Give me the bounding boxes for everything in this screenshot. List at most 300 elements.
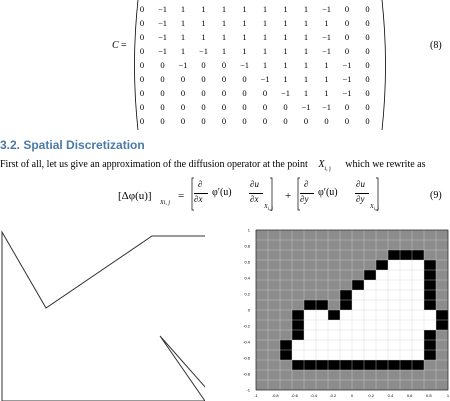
grid-cell-boundary [376, 260, 388, 270]
grid-cell-inside [388, 350, 400, 360]
matrix-cell: 1 [324, 60, 329, 70]
grid-cell-outside [340, 270, 352, 280]
grid-cell-outside [292, 280, 304, 290]
grid-cell-inside [352, 330, 364, 340]
grid-cell-inside [364, 320, 376, 330]
matrix-cell: 1 [303, 74, 309, 84]
matrix-cell: 1 [303, 46, 309, 56]
grid-cell-outside [268, 290, 280, 300]
grid-cell-boundary [328, 360, 340, 370]
eq-number: (9) [430, 190, 442, 201]
grid-cell-outside [268, 240, 280, 250]
grid-cell-inside [376, 320, 388, 330]
grid-cell-inside [304, 320, 316, 330]
grid-cell-inside [412, 280, 424, 290]
matrix-cell: −1 [280, 88, 291, 98]
matrix-cell: −1 [321, 46, 332, 56]
grid-cell-outside [340, 260, 352, 270]
grid-cell-outside [412, 380, 424, 390]
matrix-cell: 0 [242, 74, 247, 84]
matrix-cell: 1 [180, 32, 186, 42]
matrix-cell: 1 [201, 32, 206, 42]
grid-cell-outside [436, 350, 448, 360]
grid-cell-inside [400, 260, 412, 270]
grid-cell-boundary [340, 290, 352, 300]
grid-cell-outside [292, 300, 304, 310]
matrix-cell: 0 [201, 116, 206, 126]
grid-cell-outside [364, 380, 376, 390]
matrix-row [130, 31, 450, 43]
grid-cell-outside [292, 370, 304, 380]
grid-cell-inside [328, 330, 340, 340]
y-tick-label: -0.8 [243, 371, 250, 377]
grid-cell-outside [280, 370, 292, 380]
matrix-cell: 0 [283, 102, 288, 112]
grid-cell-outside [292, 230, 304, 240]
matrix-cell: −1 [178, 60, 188, 70]
matrix-cell: 0 [139, 102, 145, 112]
matrix-cell: 1 [283, 46, 288, 56]
grid-cell-outside [316, 280, 328, 290]
matrix-block [0, 0, 450, 135]
grid-cell-outside [256, 290, 268, 300]
grid-cell-outside [280, 290, 292, 300]
eq-dy-num: ∂ [304, 179, 309, 189]
grid-cell-inside [316, 340, 328, 350]
grid-cell-outside [256, 350, 268, 360]
grid-cell-outside [352, 260, 364, 270]
grid-cell-outside [256, 230, 268, 240]
grid-cell-outside [268, 380, 280, 390]
matrix-cell: 1 [262, 4, 268, 14]
grid-cell-inside [400, 330, 412, 340]
matrix-cell: 1 [221, 46, 227, 56]
matrix-cell: 0 [262, 88, 268, 98]
grid-cell-boundary [316, 360, 328, 370]
grid-cell-boundary [280, 340, 292, 350]
grid-cell-boundary [424, 300, 436, 310]
eq-dy-den: ∂y [300, 194, 309, 204]
grid-cell-outside [304, 280, 316, 290]
matrix-cell: 0 [139, 88, 145, 98]
matrix-cell: 0 [221, 88, 227, 98]
y-tick-label: -0.4 [243, 339, 250, 345]
grid-cell-outside [268, 260, 280, 270]
matrix-cell: −1 [198, 46, 209, 56]
grid-cell-inside [304, 330, 316, 340]
matrix-cell: 0 [160, 102, 165, 112]
matrix-cell: 0 [262, 116, 268, 126]
grid-cell-outside [352, 370, 364, 380]
matrix-row [130, 45, 450, 57]
grid-cell-outside [328, 260, 340, 270]
grid-cell-inside [400, 290, 412, 300]
grid-cell-outside [352, 380, 364, 390]
matrix-equation-number: (8) [430, 40, 442, 51]
matrix-cell: 1 [283, 60, 288, 70]
matrix-cell: 1 [262, 32, 268, 42]
grid-cell-outside [328, 300, 340, 310]
intro-sentence [0, 159, 426, 172]
grid-cell-inside [412, 310, 424, 320]
grid-cell-boundary [424, 340, 436, 350]
matrix-cell: −1 [239, 60, 250, 70]
grid-cell-outside [268, 310, 280, 320]
grid-cell-outside [256, 320, 268, 330]
grid-cell-outside [388, 240, 400, 250]
grid-cell-outside [256, 340, 268, 350]
grid-cell-boundary [424, 350, 436, 360]
eq-duy-num: ∂u [356, 179, 365, 189]
grid-cell-outside [412, 370, 424, 380]
grid-cell-inside [364, 290, 376, 300]
grid-cell-inside [412, 270, 424, 280]
eq-term-x-subscript: $X_{i, j}$ [264, 204, 273, 213]
eq-equals: = [178, 190, 185, 202]
matrix-equals: = [121, 40, 127, 51]
grid-cell-inside [304, 350, 316, 360]
y-tick-label: 0.8 [244, 243, 250, 249]
matrix-cell: −1 [157, 4, 168, 14]
grid-cell-outside [352, 250, 364, 260]
grid-cell-outside [256, 380, 268, 390]
grid-cell-boundary [424, 260, 436, 270]
eq-phi-prime-y: φ′(u) [318, 187, 338, 198]
grid-cell-outside [256, 310, 268, 320]
y-tick-label: -0.6 [243, 355, 250, 361]
grid-cell-outside [352, 240, 364, 250]
matrix-cell: 0 [365, 46, 370, 56]
matrix-cell: 1 [242, 4, 247, 14]
matrix-cell: 0 [139, 32, 145, 42]
grid-cell-outside [268, 340, 280, 350]
grid-cell-boundary [424, 330, 436, 340]
x-tick-label: -1 [254, 393, 258, 398]
grid-cell-boundary [424, 280, 436, 290]
grid-cell-boundary [424, 270, 436, 280]
grid-cell-outside [304, 370, 316, 380]
eq-phi-prime-x: φ′(u) [212, 187, 232, 198]
grid-cell-inside [400, 300, 412, 310]
grid-cell-boundary [400, 250, 412, 260]
grid-cell-boundary [340, 300, 352, 310]
matrix-cell: −1 [157, 32, 168, 42]
grid-cell-inside [352, 300, 364, 310]
x-tick-label: -0.2 [329, 393, 337, 398]
grid-cell-inside [388, 340, 400, 350]
grid-cell-outside [436, 290, 448, 300]
grid-cell-outside [268, 230, 280, 240]
grid-cell-outside [256, 260, 268, 270]
grid-cell-inside [364, 280, 376, 290]
matrix-row [130, 73, 450, 85]
grid-cell-outside [436, 270, 448, 280]
grid-cell-outside [304, 260, 316, 270]
grid-cell-inside [316, 330, 328, 340]
grid-cell-inside [340, 330, 352, 340]
intro-variable: X [318, 159, 325, 170]
grid-cell-inside [412, 260, 424, 270]
grid-cell-outside [316, 290, 328, 300]
grid-cell-outside [340, 250, 352, 260]
grid-cell-outside [412, 230, 424, 240]
matrix-cell: 0 [365, 4, 370, 14]
grid-cell-outside [376, 370, 388, 380]
grid-cell-outside [280, 380, 292, 390]
y-tick-label: -1 [246, 387, 250, 393]
grid-cell-outside [436, 230, 448, 240]
grid-cell-inside [316, 350, 328, 360]
matrix-row [130, 87, 450, 99]
matrix-cell: 0 [160, 116, 165, 126]
grid-cell-outside [388, 230, 400, 240]
matrix-row [130, 3, 450, 15]
grid-cell-outside [304, 290, 316, 300]
matrix-cell: −1 [321, 102, 332, 112]
grid-cell-outside [280, 230, 292, 240]
matrix-cell: 0 [139, 4, 145, 14]
matrix-cell: 1 [324, 74, 329, 84]
grid-cell-outside [316, 260, 328, 270]
grid-cell-inside [328, 350, 340, 360]
x-axis-ticks [254, 393, 450, 398]
grid-cell-inside [376, 270, 388, 280]
matrix-cell: 0 [221, 74, 227, 84]
grid-cell-inside [388, 300, 400, 310]
eq-term-y-subscript: $X_{i, j}$ [370, 204, 379, 213]
grid-cell-outside [256, 370, 268, 380]
matrix-cell: 1 [242, 32, 247, 42]
matrix-cell: 1 [262, 60, 268, 70]
y-tick-label: 0 [247, 307, 250, 313]
grid-cell-inside [400, 270, 412, 280]
grid-cell-outside [268, 360, 280, 370]
grid-cell-inside [364, 340, 376, 350]
grid-cell-outside [304, 250, 316, 260]
matrix-cell: 0 [139, 60, 145, 70]
grid-cell-outside [328, 290, 340, 300]
matrix-cell: 1 [180, 4, 186, 14]
grid-cell-inside [412, 330, 424, 340]
eq-dy-bar [300, 193, 314, 194]
grid-cell-outside [340, 240, 352, 250]
matrix-cell: 1 [201, 4, 206, 14]
grid-cell-outside [268, 330, 280, 340]
matrix-cell: 1 [221, 4, 227, 14]
grid-cell-inside [352, 290, 364, 300]
grid-cell-boundary [292, 330, 304, 340]
grid-cell-inside [388, 280, 400, 290]
eq-dux-bar [249, 193, 263, 194]
grid-cell-inside [352, 310, 364, 320]
grid-cell-outside [328, 280, 340, 290]
grid-cell-outside [292, 270, 304, 280]
grid-cell-inside [364, 310, 376, 320]
x-tick-label: -0.4 [310, 393, 318, 398]
grid-cell-inside [400, 350, 412, 360]
grid-cell-outside [364, 250, 376, 260]
matrix-cell: 0 [365, 102, 370, 112]
grid-cell-inside [376, 280, 388, 290]
matrix-cell: 1 [242, 18, 247, 28]
grid-cell-inside [388, 270, 400, 280]
eq-lhs-subscript: Xi, j [160, 200, 171, 206]
grid-cell-inside [364, 350, 376, 360]
matrix-cell: 0 [180, 88, 186, 98]
matrix-cell: 1 [242, 46, 247, 56]
grid-cell-inside [340, 340, 352, 350]
grid-cell-outside [280, 270, 292, 280]
grid-cell-inside [388, 310, 400, 320]
grid-cell-boundary [388, 250, 400, 260]
matrix-cell: 0 [242, 88, 247, 98]
figure-polygon-domain [0, 228, 205, 401]
matrix-cell: 0 [201, 60, 206, 70]
grid-cell-outside [280, 330, 292, 340]
matrix-cell: 0 [221, 102, 227, 112]
eq-dx-num: ∂ [198, 179, 203, 189]
grid-cell-inside [376, 350, 388, 360]
matrix-cell: −1 [157, 46, 168, 56]
grid-cell-outside [424, 250, 436, 260]
grid-cell-inside [304, 310, 316, 320]
domain-outline [2, 232, 205, 401]
x-tick-label: -0.8 [271, 393, 279, 398]
grid-cell-boundary [436, 310, 448, 320]
x-tick-label: -0.6 [290, 393, 298, 398]
grid-cell-inside [364, 300, 376, 310]
grid-cell-inside [388, 290, 400, 300]
grid-cell-boundary [304, 300, 316, 310]
section-heading: 3.2. Spatial Discretization [0, 138, 145, 152]
grid-cell-outside [256, 330, 268, 340]
grid-cell-outside [400, 240, 412, 250]
grid-cell-outside [292, 250, 304, 260]
grid-cell-boundary [352, 360, 364, 370]
grid-cell-inside [340, 350, 352, 360]
grid-cell-inside [292, 340, 304, 350]
grid-cell-outside [316, 370, 328, 380]
grid-cell-outside [340, 280, 352, 290]
matrix-cell: −1 [321, 4, 332, 14]
matrix-cell: 0 [344, 32, 350, 42]
grid-cell-outside [364, 370, 376, 380]
matrix-cell: −1 [157, 18, 168, 28]
matrix-cell: 0 [365, 60, 370, 70]
grid-cell-inside [352, 340, 364, 350]
grid-cell-outside [376, 380, 388, 390]
matrix-cell: 1 [283, 74, 288, 84]
matrix-cell: 1 [262, 18, 268, 28]
eq-plus: + [285, 190, 292, 202]
matrix-cell: 1 [180, 18, 186, 28]
grid-cell-outside [376, 230, 388, 240]
matrix-cell: 1 [262, 46, 268, 56]
grid-cell-inside [400, 340, 412, 350]
grid-cell-outside [316, 250, 328, 260]
grid-cell-inside [352, 350, 364, 360]
matrix-cell: −1 [321, 32, 332, 42]
grid-cell-inside [400, 320, 412, 330]
grid-cell-outside [256, 280, 268, 290]
grid-cell-outside [268, 370, 280, 380]
grid-cell-outside [304, 380, 316, 390]
grid-cell-outside [340, 370, 352, 380]
x-tick-label: 0.8 [426, 393, 432, 398]
grid-cell-outside [424, 370, 436, 380]
grid-cell-outside [292, 260, 304, 270]
grid-cell-outside [316, 380, 328, 390]
matrix-cell: 0 [160, 74, 165, 84]
grid-cell-outside [340, 380, 352, 390]
matrix-cell: 0 [242, 102, 247, 112]
grid-cell-boundary [316, 300, 328, 310]
eq-dx-bar [194, 193, 208, 194]
matrix-cell: 0 [344, 102, 350, 112]
grid-cell-inside [412, 290, 424, 300]
matrix-cell: 0 [180, 74, 186, 84]
grid-cell-outside [436, 250, 448, 260]
eq-duy-bar [355, 193, 369, 194]
matrix-cell: 1 [180, 46, 186, 56]
intro-variable-subscript: i, j [324, 166, 331, 172]
matrix-row [130, 101, 450, 113]
grid-cell-outside [364, 260, 376, 270]
grid-cell-outside [256, 300, 268, 310]
matrix-cell: 0 [221, 60, 227, 70]
eq-dx-den: ∂x [194, 194, 203, 204]
grid-cell-inside [340, 310, 352, 320]
grid-cell-inside [424, 310, 436, 320]
matrix-cell: 0 [139, 74, 145, 84]
matrix-cell: 1 [303, 4, 309, 14]
matrix-cell: 0 [365, 18, 370, 28]
matrix-cell: 1 [303, 88, 309, 98]
grid-cell-outside [436, 330, 448, 340]
grid-cell-boundary [340, 360, 352, 370]
grid-cell-outside [352, 230, 364, 240]
grid-cell-inside [412, 340, 424, 350]
grid-cell-outside [436, 360, 448, 370]
grid-cell-inside [388, 260, 400, 270]
grid-cell-outside [268, 270, 280, 280]
grid-cell-boundary [388, 360, 400, 370]
grid-cell-boundary [292, 360, 304, 370]
grid-cell-outside [256, 250, 268, 260]
grid-cell-boundary [424, 290, 436, 300]
eq-duy-den: ∂y [356, 194, 365, 204]
grid-cell-outside [436, 370, 448, 380]
matrix-cell: 0 [201, 102, 206, 112]
matrix-cell: 1 [303, 60, 309, 70]
matrix-cell: 0 [365, 74, 370, 84]
grid-cell-outside [316, 240, 328, 250]
grid-cell-inside [400, 280, 412, 290]
matrix-cell: 0 [139, 18, 145, 28]
matrix-cell: 0 [201, 74, 206, 84]
grid-cell-boundary [328, 310, 340, 320]
matrix-cell: 1 [283, 18, 288, 28]
grid-cell-inside [316, 320, 328, 330]
grid-cell-outside [268, 300, 280, 310]
grid-cell-inside [304, 340, 316, 350]
matrix-cell: 0 [180, 116, 186, 126]
grid-cell-inside [400, 310, 412, 320]
grid-cell-boundary [292, 320, 304, 330]
grid-cell-outside [352, 270, 364, 280]
grid-cell-outside [280, 310, 292, 320]
grid-cell-outside [328, 270, 340, 280]
